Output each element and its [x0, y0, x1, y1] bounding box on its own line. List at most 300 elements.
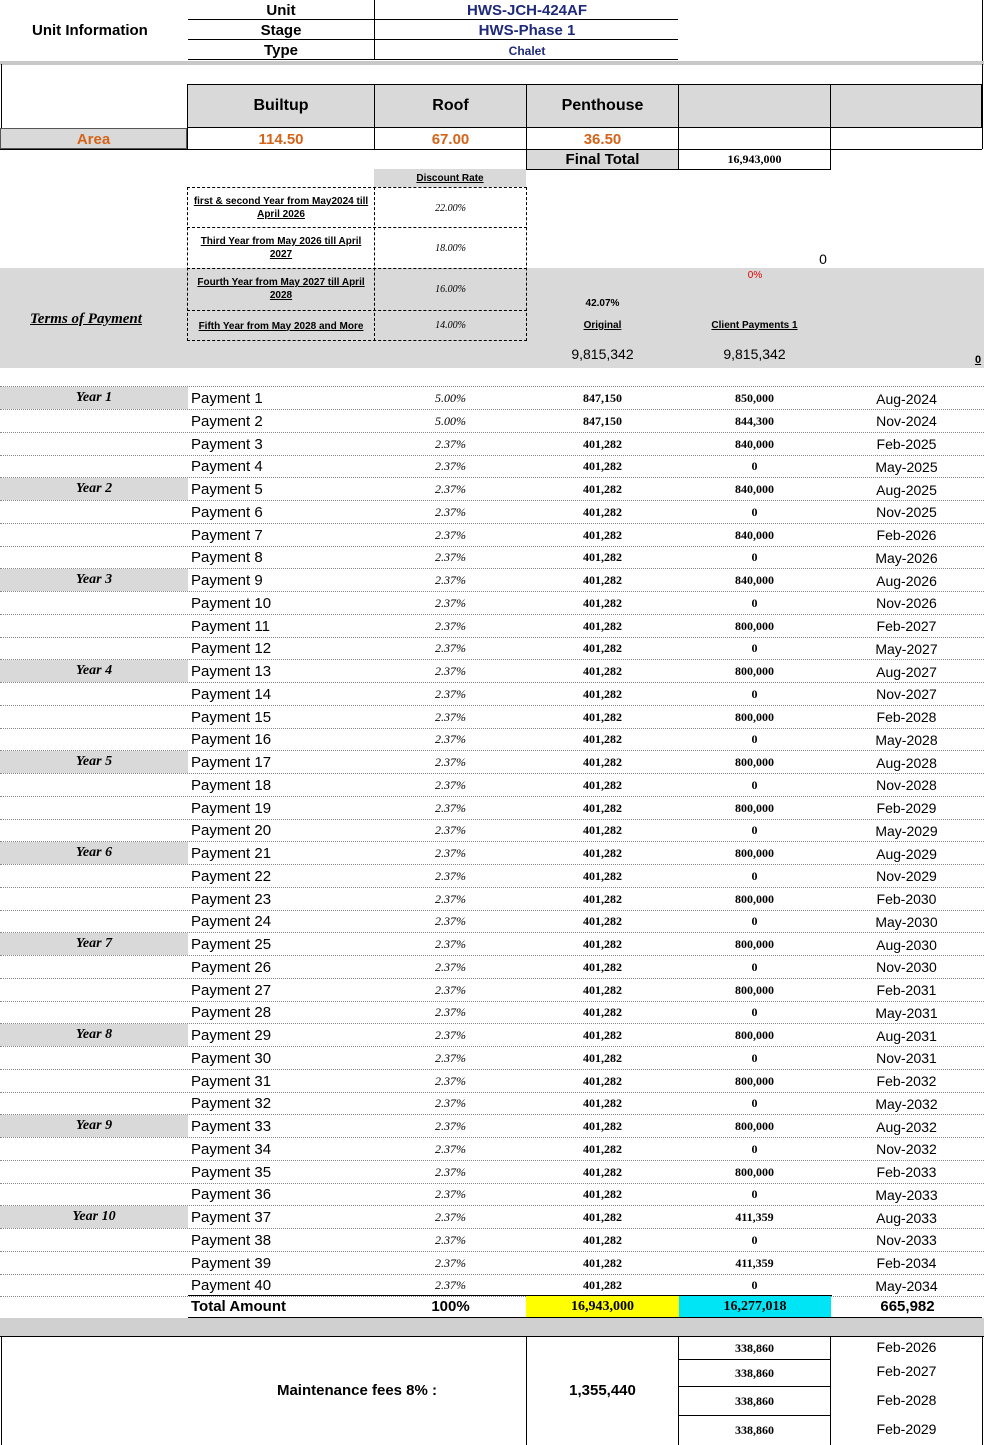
payment-percent: 2.37% — [435, 1028, 466, 1042]
year-label: Year 1 — [75, 390, 113, 405]
maintenance-amount-4: 338,860 — [735, 1422, 774, 1437]
payment-original: 847,150 — [583, 413, 622, 428]
maintenance-date-3: Feb-2028 — [876, 1392, 937, 1408]
stage-value: HWS-Phase 1 — [478, 21, 576, 39]
year-label: Year 2 — [75, 481, 113, 496]
payment-date: Aug-2026 — [876, 572, 937, 589]
payment-original: 401,282 — [583, 1232, 622, 1247]
payment-client: 0 — [751, 868, 758, 883]
payment-name: Payment 8 — [191, 549, 263, 567]
payment-original: 401,282 — [583, 595, 622, 610]
payment-name: Payment 27 — [191, 981, 272, 999]
payment-original: 401,282 — [583, 914, 622, 929]
payment-client: 0 — [751, 1141, 758, 1156]
payment-percent: 2.37% — [435, 482, 466, 496]
section-divider — [0, 61, 984, 65]
payment-date: Nov-2033 — [876, 1232, 937, 1249]
payment-date: May-2032 — [875, 1095, 938, 1112]
table-row — [0, 660, 984, 683]
payment-name: Payment 14 — [191, 685, 272, 703]
payment-name: Payment 26 — [191, 958, 272, 976]
payment-date: May-2026 — [875, 549, 938, 566]
payment-date: Aug-2028 — [876, 754, 937, 771]
payment-date: Feb-2029 — [876, 800, 937, 816]
payment-client: 800,000 — [735, 664, 774, 678]
payment-client: 0 — [751, 914, 758, 929]
table-row — [0, 865, 984, 888]
payment-name: Payment 20 — [191, 822, 272, 840]
year-label: Year 3 — [75, 572, 113, 587]
payment-original: 401,282 — [583, 755, 622, 769]
table-row — [0, 501, 984, 524]
payment-name: Payment 13 — [191, 663, 272, 680]
payment-original: 401,282 — [583, 868, 622, 883]
payment-original: 401,282 — [583, 1210, 622, 1224]
payment-original: 401,282 — [583, 1278, 622, 1293]
payment-date: May-2028 — [875, 731, 938, 748]
payment-percent: 2.37% — [435, 755, 466, 769]
total-row — [0, 1296, 984, 1317]
payment-name: Payment 5 — [191, 481, 263, 498]
payment-client: 850,000 — [735, 391, 774, 405]
payment-percent: 5.00% — [435, 391, 466, 405]
payment-client: 840,000 — [735, 482, 774, 496]
stage-label: Stage — [260, 21, 302, 39]
payment-date: May-2030 — [875, 913, 938, 930]
table-row — [0, 956, 984, 979]
payment-client: 0 — [751, 595, 758, 610]
table-row — [0, 706, 984, 729]
payment-date: Nov-2025 — [876, 504, 937, 521]
payment-percent: 2.37% — [435, 595, 466, 610]
payment-percent: 2.37% — [435, 1232, 466, 1247]
rate-1: 22.00% — [435, 202, 466, 214]
area-label: Area — [76, 130, 111, 148]
table-row — [0, 819, 984, 842]
type-label: Type — [264, 41, 298, 59]
payment-date: May-2025 — [875, 458, 938, 475]
payment-client: 800,000 — [735, 618, 774, 633]
payment-client: 411,359 — [735, 1210, 774, 1224]
total-difference: 665,982 — [880, 1298, 935, 1315]
payment-name: Payment 25 — [191, 936, 272, 953]
payment-original: 401,282 — [583, 436, 622, 451]
payment-date: Feb-2031 — [876, 982, 937, 998]
payment-name: Payment 23 — [191, 890, 272, 908]
payment-client: 800,000 — [735, 1119, 774, 1133]
unit-label: Unit — [266, 1, 296, 19]
table-row — [0, 637, 984, 660]
payment-client: 0 — [751, 823, 758, 838]
payment-original: 401,282 — [583, 527, 622, 542]
maintenance-divider — [0, 1318, 984, 1336]
payment-percent: 2.37% — [435, 436, 466, 451]
payment-date: Nov-2032 — [876, 1141, 937, 1158]
table-row — [0, 728, 984, 751]
maintenance-label: Maintenance fees 8% : — [276, 1381, 438, 1399]
payment-client: 0 — [751, 641, 758, 656]
roof-header: Roof — [432, 97, 469, 114]
payment-client: 411,359 — [735, 1255, 774, 1270]
payment-name: Payment 7 — [191, 526, 263, 544]
payment-percent: 2.37% — [435, 1141, 466, 1156]
payment-name: Payment 4 — [191, 458, 263, 476]
payment-percent: 2.37% — [435, 1164, 466, 1179]
payment-name: Payment 11 — [191, 617, 270, 635]
payment-client: 840,000 — [735, 527, 774, 542]
payment-original: 401,282 — [583, 846, 622, 860]
payment-original: 401,282 — [583, 937, 622, 951]
payment-date: Aug-2030 — [876, 936, 937, 953]
payment-date: Nov-2026 — [876, 595, 937, 612]
total-original: 16,943,000 — [526, 1296, 679, 1317]
payment-name: Payment 29 — [191, 1027, 272, 1044]
payment-percent: 2.37% — [435, 1187, 466, 1202]
payment-date: Feb-2028 — [876, 709, 937, 725]
payment-percent: 2.37% — [435, 1210, 466, 1224]
payment-date: Aug-2031 — [876, 1027, 937, 1044]
payment-name: Payment 15 — [191, 708, 272, 726]
payment-name: Payment 34 — [191, 1140, 272, 1158]
year-label: Year 7 — [75, 936, 113, 951]
payment-original: 401,282 — [583, 959, 622, 974]
payment-name: Payment 6 — [191, 503, 263, 521]
payment-client: 0 — [751, 1096, 758, 1111]
maintenance-date-1: Feb-2026 — [876, 1339, 937, 1355]
total-label: Total Amount — [191, 1298, 286, 1315]
payment-name: Payment 17 — [191, 754, 272, 771]
payment-date: Nov-2024 — [876, 413, 937, 430]
payment-percent: 2.37% — [435, 709, 466, 724]
builtup-area: 114.50 — [258, 130, 304, 148]
payment-percent: 2.37% — [435, 959, 466, 974]
penthouse-area: 36.50 — [583, 130, 622, 148]
payment-name: Payment 3 — [191, 435, 263, 453]
payment-percent: 2.37% — [435, 618, 466, 633]
table-row — [0, 842, 984, 865]
year-label: Year 6 — [75, 845, 113, 860]
table-row — [0, 933, 984, 956]
payment-date: May-2033 — [875, 1186, 938, 1203]
payment-percent: 2.37% — [435, 1119, 466, 1133]
payment-percent: 2.37% — [435, 914, 466, 929]
maintenance-amount-1: 338,860 — [735, 1340, 774, 1355]
payment-client: 800,000 — [735, 846, 774, 860]
table-row — [0, 1092, 984, 1115]
maintenance-date-4: Feb-2029 — [876, 1421, 937, 1437]
payment-name: Payment 28 — [191, 1004, 272, 1022]
payment-client: 800,000 — [735, 709, 774, 724]
payment-original: 401,282 — [583, 1187, 622, 1202]
payment-percent: 2.37% — [435, 1005, 466, 1020]
payment-client: 844,300 — [735, 413, 774, 428]
payment-original: 401,282 — [583, 1255, 622, 1270]
unit-value: HWS-JCH-424AF — [466, 1, 587, 19]
payment-original: 401,282 — [583, 777, 622, 792]
payment-percent: 2.37% — [435, 982, 466, 997]
payment-percent: 2.37% — [435, 504, 466, 519]
payment-name: Payment 38 — [191, 1231, 272, 1249]
payment-original: 401,282 — [583, 504, 622, 519]
table-row — [0, 524, 984, 547]
maintenance-amount-2: 338,860 — [735, 1365, 774, 1380]
payment-name: Payment 32 — [191, 1095, 272, 1113]
payment-percent: 2.37% — [435, 846, 466, 860]
payment-original: 401,282 — [583, 1141, 622, 1156]
payment-percent: 2.37% — [435, 550, 466, 565]
rate-3: 16.00% — [435, 283, 466, 295]
payment-client: 800,000 — [735, 937, 774, 951]
edge-zero: 0 — [974, 354, 982, 366]
payment-date: Aug-2032 — [876, 1118, 937, 1135]
rate-4: 14.00% — [435, 319, 466, 331]
table-row — [0, 683, 984, 706]
terms-title: Terms of Payment — [30, 310, 142, 327]
payment-percent: 2.37% — [435, 800, 466, 815]
payment-percent: 2.37% — [435, 1255, 466, 1270]
period-4: Fifth Year from May 2028 and More — [198, 320, 364, 332]
table-row — [0, 387, 984, 410]
payment-percent: 2.37% — [435, 868, 466, 883]
period-1: first & second Year from May2024 till April 2026 — [193, 196, 369, 220]
payment-date: Feb-2030 — [876, 891, 937, 907]
payment-percent: 5.00% — [435, 413, 466, 428]
payment-date: Nov-2029 — [876, 868, 937, 885]
discount-rate-header-text: Discount Rate — [416, 172, 484, 184]
payment-original: 401,282 — [583, 686, 622, 701]
final-total-value: 16,943,000 — [727, 151, 782, 166]
table-row — [0, 979, 984, 1002]
payment-percent: 2.37% — [435, 891, 466, 906]
payment-client: 0 — [751, 550, 758, 565]
original-sum: 9,815,342 — [571, 346, 634, 362]
payment-name: Payment 36 — [191, 1186, 272, 1204]
maintenance-value: 1,355,440 — [569, 1381, 636, 1399]
payment-client: 800,000 — [735, 755, 774, 769]
payment-date: Feb-2034 — [876, 1255, 937, 1271]
payment-client: 800,000 — [735, 1028, 774, 1042]
payment-name: Payment 2 — [191, 412, 263, 430]
payment-percent: 2.37% — [435, 1073, 466, 1088]
table-row — [0, 592, 984, 615]
payment-name: Payment 19 — [191, 799, 272, 817]
payment-client: 0 — [751, 686, 758, 701]
payment-original: 401,282 — [583, 459, 622, 474]
period-3: Fourth Year from May 2027 till April 2028 — [197, 277, 365, 301]
payment-client: 840,000 — [735, 436, 774, 451]
payment-name: Payment 21 — [191, 845, 272, 862]
payment-name: Payment 35 — [191, 1163, 272, 1181]
payment-name: Payment 9 — [191, 572, 263, 589]
zero-value: 0 — [819, 251, 827, 267]
payment-original: 401,282 — [583, 891, 622, 906]
table-row — [0, 1047, 984, 1070]
table-row — [0, 478, 984, 501]
payment-date: Feb-2026 — [876, 527, 937, 543]
table-row — [0, 615, 984, 638]
payment-percent: 2.37% — [435, 937, 466, 951]
zero-percent: 0% — [747, 269, 763, 281]
table-row — [0, 1229, 984, 1252]
client-payments-label: Client Payments 1 — [711, 319, 798, 331]
payment-date: Feb-2033 — [876, 1164, 937, 1180]
table-row — [0, 1252, 984, 1275]
payment-date: May-2031 — [875, 1004, 938, 1021]
payment-original: 401,282 — [583, 1096, 622, 1111]
payment-client: 0 — [751, 1050, 758, 1065]
table-row — [0, 751, 984, 774]
table-row — [0, 1138, 984, 1161]
table-row — [0, 455, 984, 478]
payment-percent: 2.37% — [435, 777, 466, 792]
payment-original: 401,282 — [583, 732, 622, 747]
payment-percent: 2.37% — [435, 573, 466, 587]
payment-client: 800,000 — [735, 982, 774, 997]
payment-client: 800,000 — [735, 891, 774, 906]
payment-original: 401,282 — [583, 550, 622, 565]
payment-original: 401,282 — [583, 618, 622, 633]
payment-original: 401,282 — [583, 1028, 622, 1042]
table-row — [0, 1274, 984, 1297]
payment-original: 401,282 — [583, 982, 622, 997]
payment-client: 800,000 — [735, 1164, 774, 1179]
payment-original: 401,282 — [583, 664, 622, 678]
payment-name: Payment 31 — [191, 1072, 272, 1090]
table-row — [0, 410, 984, 433]
payment-client: 800,000 — [735, 800, 774, 815]
penthouse-header: Penthouse — [561, 97, 644, 114]
payment-client: 0 — [751, 504, 758, 519]
payment-date: Aug-2025 — [876, 481, 937, 498]
payment-client: 0 — [751, 1005, 758, 1020]
table-row — [0, 569, 984, 592]
roof-area: 67.00 — [431, 130, 470, 148]
payment-date: Nov-2030 — [876, 959, 937, 976]
payment-original: 401,282 — [583, 573, 622, 587]
payment-original: 401,282 — [583, 1050, 622, 1065]
payment-percent: 2.37% — [435, 823, 466, 838]
total-client: 16,277,018 — [679, 1296, 831, 1317]
payment-name: Payment 1 — [191, 390, 263, 407]
payment-original: 847,150 — [583, 391, 622, 405]
payment-client: 0 — [751, 1232, 758, 1247]
type-value: Chalet — [508, 44, 546, 58]
table-row — [0, 1206, 984, 1229]
payment-client: 0 — [751, 459, 758, 474]
table-row — [0, 888, 984, 911]
table-row — [0, 1024, 984, 1047]
year-label: Year 4 — [75, 663, 113, 678]
table-row — [0, 797, 984, 820]
payment-name: Payment 10 — [191, 594, 272, 612]
payment-date: Feb-2025 — [876, 436, 937, 452]
builtup-header: Builtup — [253, 97, 309, 114]
payment-date: Feb-2032 — [876, 1073, 937, 1089]
payment-date: Aug-2029 — [876, 845, 937, 862]
payment-date: May-2029 — [875, 822, 938, 839]
table-row — [0, 910, 984, 933]
payment-percent: 2.37% — [435, 664, 466, 678]
table-row — [0, 1001, 984, 1024]
rate-2: 18.00% — [435, 242, 466, 254]
percent-value: 42.07% — [585, 297, 620, 309]
table-row — [0, 1115, 984, 1138]
payment-date: Nov-2027 — [876, 686, 937, 703]
table-row — [0, 774, 984, 797]
payment-client: 0 — [751, 959, 758, 974]
payment-percent: 2.37% — [435, 1050, 466, 1065]
payment-percent: 2.37% — [435, 641, 466, 656]
payment-client: 0 — [751, 732, 758, 747]
payment-date: Nov-2031 — [876, 1050, 937, 1067]
maintenance-amount-3: 338,860 — [735, 1393, 774, 1408]
table-row — [0, 1183, 984, 1206]
discount-rate-header — [374, 169, 526, 187]
table-row — [0, 546, 984, 569]
payment-date: Nov-2028 — [876, 777, 937, 794]
table-row — [0, 1161, 984, 1184]
payment-percent: 2.37% — [435, 1096, 466, 1111]
original-label: Original — [583, 319, 622, 331]
payment-client: 800,000 — [735, 1073, 774, 1088]
payment-date: Aug-2033 — [876, 1209, 937, 1226]
payment-name: Payment 30 — [191, 1049, 272, 1067]
payment-name: Payment 12 — [191, 640, 272, 658]
payment-percent: 2.37% — [435, 1278, 466, 1293]
payment-date: Feb-2027 — [876, 618, 937, 634]
payment-name: Payment 24 — [191, 913, 272, 931]
payment-original: 401,282 — [583, 641, 622, 656]
year-label: Year 5 — [75, 754, 113, 769]
year-label: Year 8 — [75, 1027, 113, 1042]
payment-original: 401,282 — [583, 1005, 622, 1020]
payment-percent: 2.37% — [435, 459, 466, 474]
payment-original: 401,282 — [583, 823, 622, 838]
client-sum: 9,815,342 — [723, 346, 786, 362]
unit-info-title: Unit Information — [32, 21, 148, 39]
year-label: Year 9 — [75, 1118, 113, 1133]
payment-percent: 2.37% — [435, 732, 466, 747]
table-row — [0, 433, 984, 456]
payment-percent: 2.37% — [435, 686, 466, 701]
payment-name: Payment 37 — [191, 1209, 272, 1226]
payment-original: 401,282 — [583, 800, 622, 815]
payment-original: 401,282 — [583, 482, 622, 496]
payment-client: 0 — [751, 1278, 758, 1293]
payment-name: Payment 22 — [191, 867, 272, 885]
total-percent: 100% — [431, 1298, 470, 1315]
payment-original: 401,282 — [583, 1164, 622, 1179]
payment-name: Payment 16 — [191, 731, 272, 749]
payment-date: Aug-2027 — [876, 663, 937, 680]
final-total-label: Final Total — [565, 151, 640, 168]
table-row — [0, 1070, 984, 1093]
year-label: Year 10 — [72, 1209, 116, 1224]
payment-name: Payment 33 — [191, 1118, 272, 1135]
payment-client: 0 — [751, 777, 758, 792]
period-2: Third Year from May 2026 till April 2027 — [200, 236, 362, 260]
payment-client: 840,000 — [735, 573, 774, 587]
payment-date: May-2034 — [875, 1277, 938, 1294]
payment-name: Payment 39 — [191, 1254, 272, 1272]
payment-original: 401,282 — [583, 1119, 622, 1133]
payment-percent: 2.37% — [435, 527, 466, 542]
payment-name: Payment 18 — [191, 776, 272, 794]
payment-name: Payment 40 — [191, 1277, 272, 1295]
payment-client: 0 — [751, 1187, 758, 1202]
payment-original: 401,282 — [583, 709, 622, 724]
payment-date: Aug-2024 — [876, 390, 937, 407]
